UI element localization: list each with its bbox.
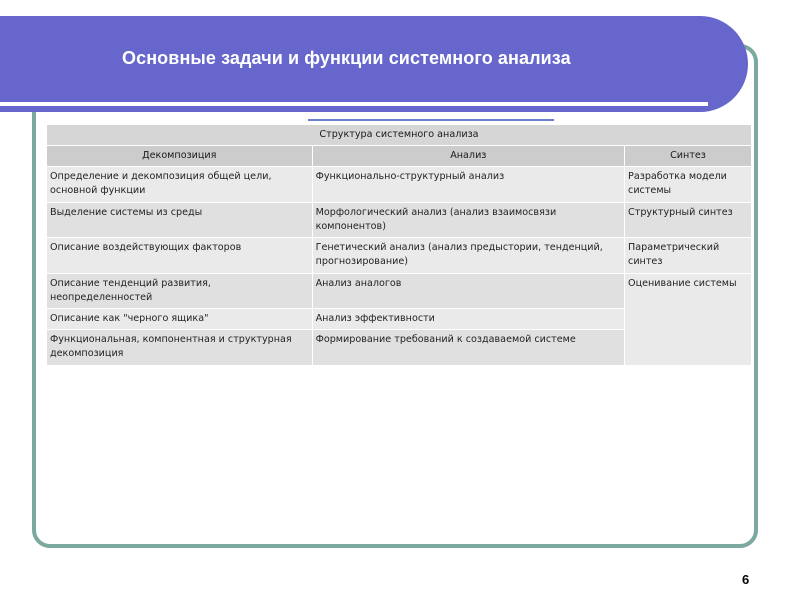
link-underline	[308, 119, 554, 121]
cell-analysis: Формирование требований к создаваемой системе	[312, 330, 624, 366]
cell-decomposition: Функциональная, компонентная и структурная декомпозиция	[47, 330, 313, 366]
cell-analysis: Функционально-структурный анализ	[312, 167, 624, 203]
header-decomposition: Декомпозиция	[47, 146, 313, 167]
cell-synthesis: Оценивание системы	[625, 274, 752, 366]
cell-decomposition: Выделение системы из среды	[47, 203, 313, 238]
system-analysis-table	[46, 124, 752, 366]
banner-divider	[0, 102, 708, 106]
cell-analysis: Генетический анализ (анализ предыстории, тенденций, прогнозирование)	[312, 238, 624, 274]
cell-decomposition: Описание как "черного ящика"	[47, 309, 313, 330]
table-row	[47, 167, 752, 203]
cell-decomposition: Описание воздействующих факторов	[47, 238, 313, 274]
table-row	[47, 203, 752, 238]
table-row	[47, 238, 752, 274]
cell-synthesis: Структурный синтез	[625, 203, 752, 238]
table-container	[46, 124, 752, 366]
cell-analysis: Анализ аналогов	[312, 274, 624, 309]
table-row	[47, 274, 752, 309]
cell-analysis: Морфологический анализ (анализ взаимосвязи компонентов)	[312, 203, 624, 238]
cell-decomposition: Определение и декомпозиция общей цели, основной функции	[47, 167, 313, 203]
cell-analysis: Анализ эффективности	[312, 309, 624, 330]
header-analysis: Анализ	[312, 146, 624, 167]
cell-decomposition: Описание тенденций развития, неопределенностей	[47, 274, 313, 309]
page-number: 6	[742, 572, 750, 587]
table-caption: Структура системного анализа	[47, 125, 752, 146]
cell-synthesis: Параметрический синтез	[625, 238, 752, 274]
cell-synthesis: Разработка модели системы	[625, 167, 752, 203]
header-synthesis: Синтез	[625, 146, 752, 167]
slide-title: Основные задачи и функции системного анализа	[122, 48, 571, 68]
